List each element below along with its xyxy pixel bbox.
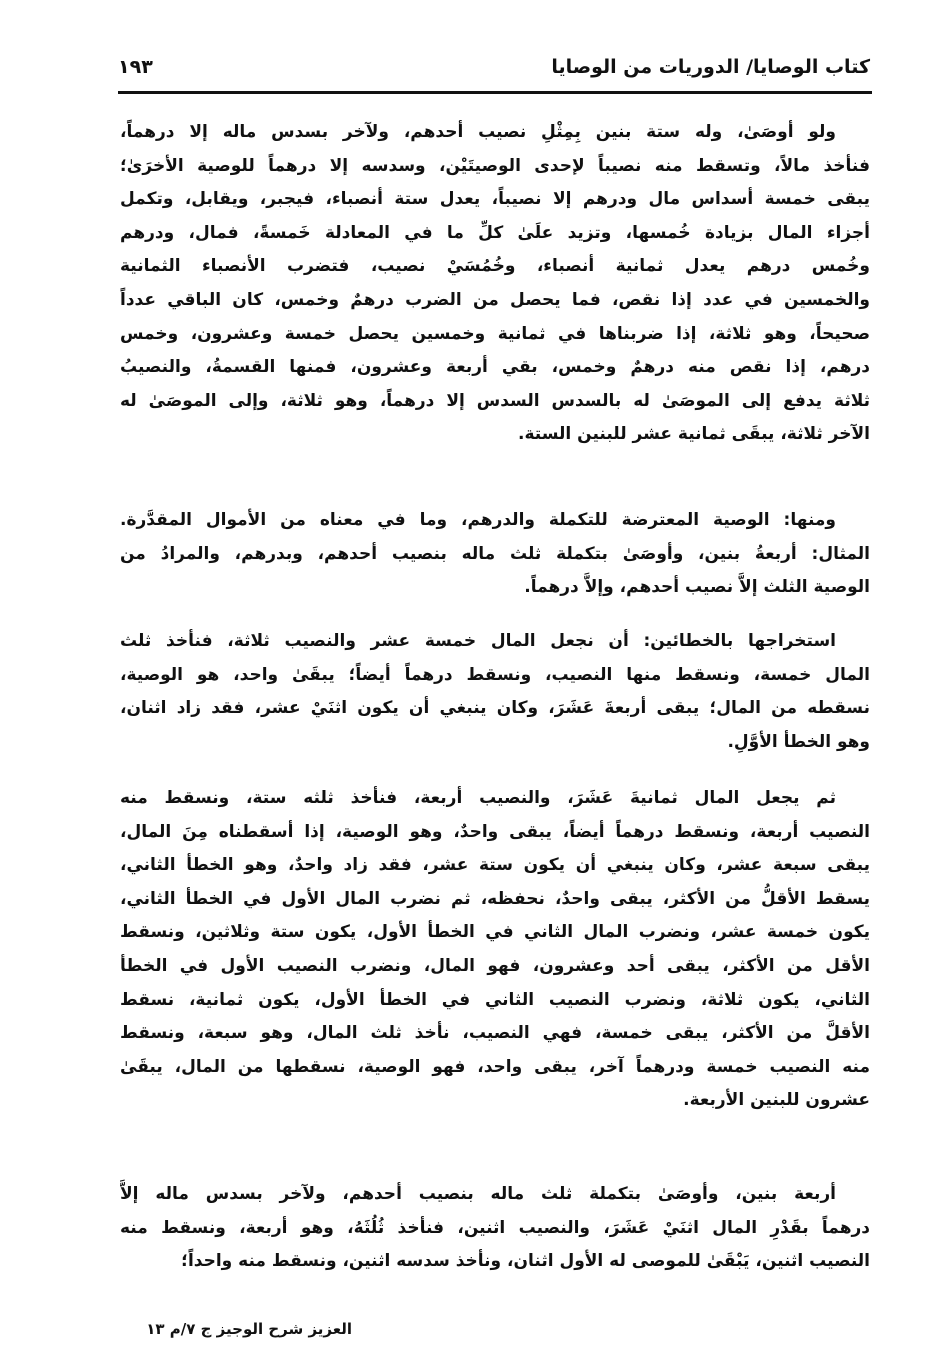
text-line: درهم، إذا نقص منه درهمٌ وخمس، بقي أربعة وعشرون، فمنها القسمةُ، والنصيبُ xyxy=(120,357,870,378)
text-line: الوصية الثلث إلاَّ نصيب أحدهم، وإلاَّ درهماً. xyxy=(524,577,870,598)
text-line: عشرون للبنين الأربعة. xyxy=(683,1090,870,1111)
text-line: أربعة بنين، وأوصَىٰ بتكملة ثلث ماله بنصيب أحدهم، ولآخر بسدس ماله إلاَّ xyxy=(120,1184,836,1204)
text-line: النصيب أربعة، ونسقط درهماً أيضاً، يبقى واحدٌ، وهو الوصية، إذا أسقطناه مِنَ المال، xyxy=(120,821,870,842)
text-line: والخمسين في عدد إذا نقص، فما يحصل من الضرب درهمٌ وخمس، كان الباقي عدداً xyxy=(120,289,870,310)
text-line: النصيب اثنين، يَبْقَىٰ للموصى له الأول اثنان، ونأخذ سدسه اثنين، ونسقط منه واحداً؛ xyxy=(181,1251,870,1272)
footer-signature: العزيز شرح الوجيز ج ٧/م ١٣ xyxy=(146,1320,352,1338)
paragraph-4 xyxy=(120,782,870,1118)
text-line: منه النصيب خمسة ودرهماً آخر، يبقى واحد، فهو الوصية، نسقطها من المال، يبقَىٰ xyxy=(120,1056,870,1077)
chapter-title: كتاب الوصايا/ الدوريات من الوصايا xyxy=(551,56,870,78)
text-line: ومنها: الوصية المعترضة للتكملة والدرهم، وما في معناه من الأموال المقدَّرة. xyxy=(120,510,836,530)
paragraph-5 xyxy=(120,1178,870,1279)
text-line: يسقط الأقلُّ من الأكثر، يبقى واحدٌ، نحفظه، ثم نضرب المال الأول في الخطأ الثاني، xyxy=(120,888,870,909)
text-line: ثم يجعل المال ثمانيةَ عَشَرَ، والنصيب أربعة، فنأخذ ثلثه ستة، ونسقط منه xyxy=(120,788,836,808)
text-line: يبقى سبعة عشر، وكان ينبغي أن يكون ستة عشر، فقد زاد واحدٌ، وهو الخطأ الثاني، xyxy=(120,855,870,876)
running-header xyxy=(118,52,870,88)
text-line: المال خمسة، ونسقط منها النصيب، ونسقط درهماً أيضاً؛ يبقَىٰ واحد، هو الوصية، xyxy=(120,664,870,685)
paragraph-3 xyxy=(120,625,870,759)
page-number: ١٩٣ xyxy=(118,56,153,78)
header-rule xyxy=(118,91,872,94)
text-line: نسقطه من المال؛ يبقى أربعةَ عَشَرَ، وكان ينبغي أن يكون اثنَيْ عشر، فقد زاد اثنان، xyxy=(120,698,870,719)
text-line: ثلاثة يدفع إلى الموصَىٰ له بالسدس السدس إلا درهماً، وهو ثلاثة، وإلى الموصَىٰ له xyxy=(120,390,870,411)
text-line: الثاني، يكون ثلاثة، ونضرب النصيب الثاني في الخطأ الأول، يكون ثمانية، نسقط xyxy=(120,989,870,1010)
paragraph-2 xyxy=(120,504,870,605)
text-line: وخُمس درهم يعدل ثمانية أنصباء، وخُمُسَيْ نصيب، فتضرب الأنصباء الثمانية xyxy=(120,256,870,277)
text-line: صحيحاً، وهو ثلاثة، إذا ضربناها في ثمانية وخمسين يحصل خمسة وعشرون، وخمس xyxy=(120,323,870,344)
text-line: الأقلَّ من الأكثر، يبقى خمسة، فهي النصيب، نأخذ ثلث المال، وهو سبعة، ونسقط xyxy=(120,1023,870,1044)
text-line: درهماً بقَدْرِ المال اثنَيْ عَشَرَ، والنصيب اثنين، فنأخذ ثُلُثَهُ، وهو أربعة، ونسقط منه xyxy=(120,1217,870,1238)
text-line: أجزاء المال بزيادة خُمسها، وتزيد علَىٰ كلِّ ما في المعادلة خَمسةً، فمال، ودرهم xyxy=(120,222,870,243)
text-line: فنأخذ مالاً، وتسقط منه نصيباً لإحدى الوصيتَيْن، وسدسه إلا درهماً للوصية الأخرَىٰ؛ xyxy=(120,155,870,176)
text-line: يكون خمسة عشر، ونضرب المال الثاني في الخطأ الأول، يكون ستة وثلاثين، ونسقط xyxy=(120,922,870,943)
text-line: استخراجها بالخطائين: أن نجعل المال خمسة عشر والنصيب ثلاثة، فنأخذ ثلث xyxy=(120,631,836,651)
text-line: المثال: أربعةُ بنين، وأوصَىٰ بتكملة ثلث ماله بنصيب أحدهم، وبدرهم، والمرادُ من xyxy=(120,543,870,564)
text-line: وهو الخطأ الأوَّلِ. xyxy=(727,731,870,752)
text-line: الأقل من الأكثر، يبقى أحد وعشرون، فهو المال، ونضرب النصيب الأول في الخطأ xyxy=(120,955,870,976)
text-line: ولو أوصَىٰ، وله ستة بنين بِمِثْلِ نصيب أحدهم، ولآخر بسدس ماله إلا درهماً، xyxy=(120,122,836,142)
paragraph-1 xyxy=(120,116,870,452)
text-line: يبقى خمسة أسداس مال ودرهم إلا نصيباً، يعدل ستة أنصباء، فيجبر، ويقابل، وتكمل xyxy=(120,189,870,210)
text-line: الآخر ثلاثة، يبقَى ثمانية عشر للبنين الستة. xyxy=(518,424,870,445)
